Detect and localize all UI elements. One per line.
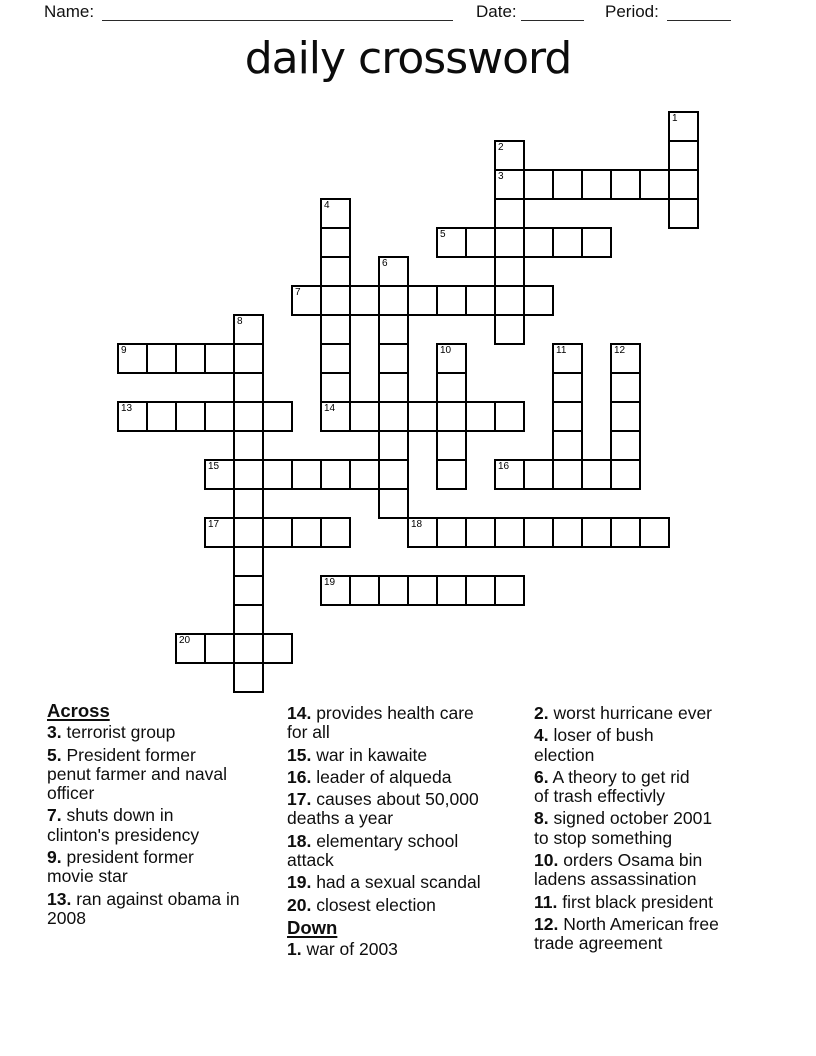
clue-number: 18.: [287, 830, 312, 851]
grid-cell[interactable]: [610, 372, 641, 403]
clue-line: ladens assassination: [534, 869, 697, 890]
clue-17: [287, 790, 533, 829]
grid-cell[interactable]: [117, 401, 148, 432]
clue-number: 7.: [47, 805, 62, 826]
cell-number: 15: [208, 461, 220, 472]
clue-line: clinton's presidency: [47, 824, 200, 845]
cell-number: 14: [324, 403, 336, 414]
clue-line: attack: [287, 850, 334, 871]
grid-cell[interactable]: [610, 459, 641, 490]
grid-cell[interactable]: [668, 140, 699, 171]
grid-cell[interactable]: [291, 459, 322, 490]
grid-cell[interactable]: [581, 169, 612, 200]
cell-number: 11: [556, 345, 567, 356]
grid-cell[interactable]: [320, 372, 351, 403]
grid-cell[interactable]: [407, 517, 438, 548]
clue-4: [534, 726, 782, 765]
grid-cell[interactable]: [436, 372, 467, 403]
grid-cell[interactable]: [494, 401, 525, 432]
clues-column-3: [534, 701, 782, 954]
clue-10: [534, 851, 782, 890]
grid-cell[interactable]: [320, 401, 351, 432]
clue-1: [287, 940, 533, 959]
grid-cell[interactable]: [233, 314, 264, 345]
grid-cell[interactable]: [436, 401, 467, 432]
grid-cell[interactable]: [436, 343, 467, 374]
clue-7: [47, 806, 285, 845]
grid-cell[interactable]: [233, 546, 264, 577]
page-title: daily crossword: [244, 33, 572, 84]
grid-cell[interactable]: [523, 459, 554, 490]
clue-6: [534, 768, 782, 807]
clue-line: 2008: [47, 907, 86, 928]
clue-20: [287, 896, 533, 915]
clues-column-2: [287, 701, 533, 960]
cell-number: 10: [440, 345, 452, 356]
grid-cell[interactable]: [320, 227, 351, 258]
grid-cell[interactable]: [233, 401, 264, 432]
grid-cell[interactable]: [204, 401, 235, 432]
clue-line: for all: [287, 722, 330, 743]
clue-number: 16.: [287, 766, 312, 787]
grid-cell[interactable]: [175, 633, 206, 664]
grid-cell[interactable]: [204, 517, 235, 548]
cell-number: 13: [121, 403, 133, 414]
grid-cell[interactable]: [378, 372, 409, 403]
cell-number: 2: [498, 142, 504, 153]
grid-cell[interactable]: [552, 459, 583, 490]
cell-number: 16: [498, 461, 510, 472]
clue-2: [534, 704, 782, 723]
grid-cell[interactable]: [320, 198, 351, 229]
clue-line: 6. A theory to get rid: [534, 766, 690, 787]
grid-cell[interactable]: [610, 169, 641, 200]
grid-cell[interactable]: [494, 140, 525, 171]
grid-cell[interactable]: [349, 575, 380, 606]
grid-cell[interactable]: [349, 401, 380, 432]
grid-cell[interactable]: [436, 227, 467, 258]
grid-cell[interactable]: [436, 459, 467, 490]
grid-cell[interactable]: [378, 256, 409, 287]
clue-line: 10. orders Osama bin: [534, 850, 703, 871]
grid-cell[interactable]: [233, 459, 264, 490]
cell-number: 7: [295, 287, 301, 298]
clue-line: 12. North American free: [534, 913, 719, 934]
clue-line: to stop something: [534, 827, 673, 848]
cell-number: 3: [498, 171, 504, 182]
clue-line: 8. signed october 2001: [534, 808, 713, 829]
clues-column-1: [47, 701, 285, 928]
grid-cell[interactable]: [494, 575, 525, 606]
clue-line: 18. elementary school: [287, 830, 459, 851]
grid-cell[interactable]: [552, 517, 583, 548]
grid-cell[interactable]: [552, 169, 583, 200]
cell-number: 12: [614, 345, 626, 356]
clue-line: 9. president former: [47, 847, 194, 868]
grid-cell[interactable]: [494, 169, 525, 200]
grid-cell[interactable]: [262, 517, 293, 548]
cell-number: 20: [179, 635, 191, 646]
grid-cell[interactable]: [175, 401, 206, 432]
grid-cell[interactable]: [494, 256, 525, 287]
clue-line: penut farmer and naval: [47, 763, 227, 784]
clue-number: 3.: [47, 722, 62, 743]
grid-cell[interactable]: [552, 343, 583, 374]
clue-number: 8.: [534, 808, 549, 829]
grid-cell[interactable]: [407, 401, 438, 432]
grid-cell[interactable]: [378, 575, 409, 606]
clue-14: [287, 704, 533, 743]
grid-cell[interactable]: [233, 488, 264, 519]
grid-cell[interactable]: [494, 227, 525, 258]
cell-number: 18: [411, 519, 423, 530]
grid-cell[interactable]: [233, 575, 264, 606]
clue-line: 11. first black president: [534, 891, 713, 912]
grid-cell[interactable]: [233, 604, 264, 635]
grid-cell[interactable]: [465, 575, 496, 606]
clue-12: [534, 915, 782, 954]
clue-number: 2.: [534, 703, 549, 723]
grid-cell[interactable]: [262, 633, 293, 664]
grid-cell[interactable]: [465, 227, 496, 258]
clue-number: 13.: [47, 888, 72, 909]
grid-cell[interactable]: [668, 169, 699, 200]
grid-cell[interactable]: [262, 401, 293, 432]
grid-cell[interactable]: [146, 401, 177, 432]
clue-8: [534, 809, 782, 848]
grid-cell[interactable]: [233, 372, 264, 403]
clue-number: 4.: [534, 725, 549, 746]
grid-cell[interactable]: [610, 401, 641, 432]
grid-cell[interactable]: [349, 459, 380, 490]
clue-line: trade agreement: [534, 933, 663, 954]
clue-line: of trash effectivly: [534, 786, 665, 807]
grid-cell[interactable]: [320, 575, 351, 606]
grid-cell[interactable]: [378, 285, 409, 316]
grid-cell[interactable]: [668, 198, 699, 229]
grid-cell[interactable]: [291, 517, 322, 548]
grid-cell[interactable]: [320, 343, 351, 374]
clue-13: [47, 890, 285, 929]
grid-cell[interactable]: [175, 343, 206, 374]
grid-cell[interactable]: [581, 227, 612, 258]
cell-number: 1: [672, 113, 678, 124]
clue-line: election: [534, 744, 595, 765]
grid-cell[interactable]: [320, 459, 351, 490]
clue-11: [534, 893, 782, 912]
grid-cell[interactable]: [320, 517, 351, 548]
clue-line: 3. terrorist group: [47, 722, 176, 743]
name-blank-line[interactable]: [102, 4, 453, 21]
clue-number: 20.: [287, 894, 312, 915]
clue-line: 16. leader of alqueda: [287, 766, 452, 787]
cell-number: 9: [121, 345, 127, 356]
clue-line: 5. President former: [47, 744, 196, 765]
clue-line: 19. had a sexual scandal: [287, 872, 481, 893]
clue-3: [47, 723, 285, 742]
grid-cell[interactable]: [233, 662, 264, 693]
grid-cell[interactable]: [465, 285, 496, 316]
clue-18: [287, 832, 533, 871]
crossword-grid: [117, 111, 699, 693]
grid-cell[interactable]: [552, 227, 583, 258]
grid-cell[interactable]: [552, 430, 583, 461]
grid-cell[interactable]: [668, 111, 699, 142]
grid-cell[interactable]: [639, 517, 670, 548]
grid-cell[interactable]: [552, 401, 583, 432]
grid-cell[interactable]: [523, 517, 554, 548]
grid-cell[interactable]: [523, 285, 554, 316]
period-blank-line[interactable]: [667, 4, 731, 21]
clue-number: 5.: [47, 744, 62, 765]
clue-line: 2. worst hurricane ever: [534, 703, 713, 723]
clue-number: 14.: [287, 703, 312, 723]
clue-5: [47, 746, 285, 804]
clue-line: movie star: [47, 866, 128, 887]
cell-number: 6: [382, 258, 388, 269]
grid-cell[interactable]: [204, 459, 235, 490]
clue-line: 17. causes about 50,000: [287, 789, 479, 810]
grid-cell[interactable]: [378, 314, 409, 345]
grid-cell[interactable]: [494, 517, 525, 548]
clue-number: 6.: [534, 766, 549, 787]
grid-cell[interactable]: [523, 227, 554, 258]
grid-cell[interactable]: [378, 343, 409, 374]
grid-cell[interactable]: [204, 343, 235, 374]
across-heading: Across: [47, 700, 110, 721]
grid-cell[interactable]: [610, 517, 641, 548]
grid-cell[interactable]: [581, 459, 612, 490]
down-heading: Down: [287, 916, 338, 938]
cell-number: 8: [237, 316, 243, 327]
clue-16: [287, 768, 533, 787]
grid-cell[interactable]: [639, 169, 670, 200]
clue-9: [47, 848, 285, 887]
cell-number: 19: [324, 577, 336, 588]
clue-number: 19.: [287, 872, 312, 893]
grid-cell[interactable]: [436, 517, 467, 548]
grid-cell[interactable]: [233, 633, 264, 664]
grid-cell[interactable]: [320, 314, 351, 345]
clue-line: officer: [47, 783, 95, 804]
grid-cell[interactable]: [407, 575, 438, 606]
period-label: Period:: [605, 2, 659, 21]
date-blank-line[interactable]: [521, 4, 584, 21]
clue-number: 10.: [534, 850, 559, 871]
grid-cell[interactable]: [291, 285, 322, 316]
grid-cell[interactable]: [494, 459, 525, 490]
grid-cell[interactable]: [494, 285, 525, 316]
cell-number: 4: [324, 200, 330, 211]
grid-cell[interactable]: [262, 459, 293, 490]
grid-cell[interactable]: [610, 430, 641, 461]
grid-cell[interactable]: [233, 517, 264, 548]
grid-cell[interactable]: [494, 198, 525, 229]
clue-line: 7. shuts down in: [47, 805, 174, 826]
clue-number: 1.: [287, 939, 302, 960]
clue-line: 4. loser of bush: [534, 725, 654, 746]
clue-number: 9.: [47, 847, 62, 868]
clue-15: [287, 746, 533, 765]
grid-cell[interactable]: [378, 488, 409, 519]
clue-line: deaths a year: [287, 808, 394, 829]
grid-cell[interactable]: [465, 401, 496, 432]
grid-cell[interactable]: [378, 401, 409, 432]
grid-cell[interactable]: [523, 169, 554, 200]
clue-line: 13. ran against obama in: [47, 888, 240, 909]
grid-cell[interactable]: [610, 343, 641, 374]
clue-number: 11.: [534, 891, 558, 912]
grid-cell[interactable]: [204, 633, 235, 664]
clue-number: 12.: [534, 913, 559, 934]
clue-line: 14. provides health care: [287, 703, 474, 723]
grid-cell[interactable]: [320, 285, 351, 316]
grid-cell[interactable]: [436, 430, 467, 461]
grid-cell[interactable]: [494, 314, 525, 345]
grid-cell[interactable]: [407, 285, 438, 316]
grid-cell[interactable]: [146, 343, 177, 374]
date-label: Date:: [476, 2, 517, 21]
grid-cell[interactable]: [117, 343, 148, 374]
name-label: Name:: [44, 2, 95, 21]
clue-line: 1. war of 2003: [287, 939, 398, 960]
grid-cell[interactable]: [436, 285, 467, 316]
clue-number: 15.: [287, 744, 312, 765]
cell-number: 17: [208, 519, 220, 530]
grid-cell[interactable]: [233, 430, 264, 461]
grid-cell[interactable]: [581, 517, 612, 548]
grid-cell[interactable]: [552, 372, 583, 403]
clue-line: 15. war in kawaite: [287, 744, 428, 765]
grid-cell[interactable]: [465, 517, 496, 548]
clue-19: [287, 873, 533, 892]
clue-number: 17.: [287, 789, 312, 810]
grid-cell[interactable]: [378, 459, 409, 490]
cell-number: 5: [440, 229, 446, 240]
grid-cell[interactable]: [349, 285, 380, 316]
grid-cell[interactable]: [378, 430, 409, 461]
clue-line: 20. closest election: [287, 894, 436, 915]
grid-cell[interactable]: [320, 256, 351, 287]
grid-cell[interactable]: [436, 575, 467, 606]
grid-cell[interactable]: [233, 343, 264, 374]
